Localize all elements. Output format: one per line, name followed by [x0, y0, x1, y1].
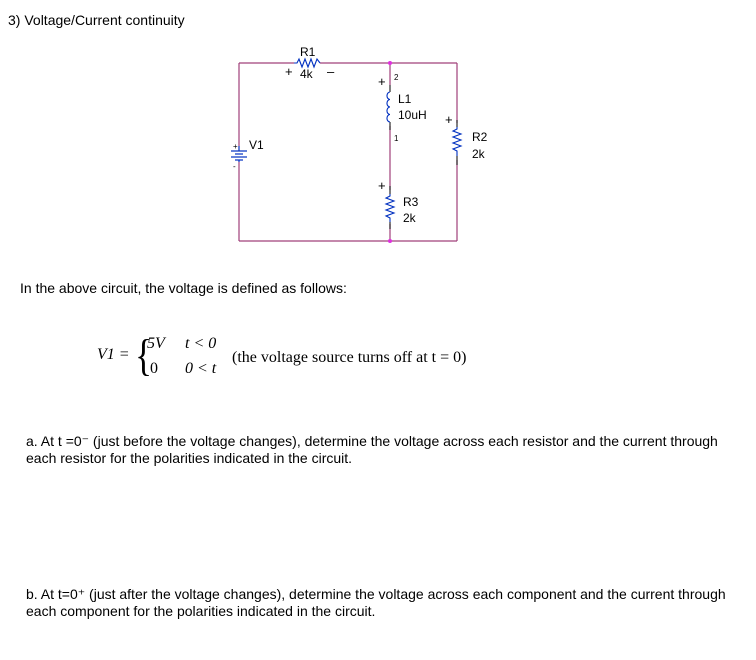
question-a: a. At t =0⁻ (just before the voltage changes), determine the voltage across each resistor and the current through each resistor for the polarities indicated in the circuit.	[26, 433, 718, 466]
equation-case1-value: 5V	[147, 335, 165, 352]
r3-value: 2k	[403, 211, 416, 225]
v1-name: V1	[249, 138, 264, 152]
l1-value: 10uH	[398, 108, 427, 122]
resistor-r3-symbol	[386, 194, 394, 222]
r3-plus: +	[378, 178, 386, 193]
l1-pin-bottom: 1	[394, 134, 399, 143]
equation-note: (the voltage source turns off at t = 0)	[232, 349, 467, 366]
r1-plus: +	[285, 64, 293, 79]
resistor-r2-symbol	[453, 127, 461, 156]
circuit-diagram	[0, 0, 756, 270]
problem-title: 3) Voltage/Current continuity	[8, 12, 185, 28]
r1-minus: –	[327, 64, 335, 79]
l1-pin-top: 2	[394, 73, 399, 82]
question-b: b. At t=0⁺ (just after the voltage changes), determine the voltage across each component and the current through each component for the polarities indicated in the circuit.	[26, 586, 726, 619]
resistor-r1-symbol	[294, 59, 320, 67]
l1-plus: +	[378, 74, 386, 89]
l1-name: L1	[398, 92, 412, 106]
equation-case1-cond: t < 0	[185, 335, 217, 352]
inductor-l1-symbol	[387, 92, 390, 122]
node-bottom-middle	[388, 239, 392, 243]
r1-name: R1	[300, 45, 316, 59]
equation-case2-cond: 0 < t	[185, 360, 217, 377]
r3-name: R3	[403, 195, 419, 209]
equation-lhs: V1 =	[97, 346, 130, 363]
circuit-wires	[239, 63, 457, 241]
node-top-middle	[388, 61, 392, 65]
equation-brace: {	[135, 331, 153, 380]
svg-text:+: +	[233, 142, 238, 151]
equation-case2-value: 0	[150, 360, 158, 377]
intro-text: In the above circuit, the voltage is defined as follows:	[20, 280, 347, 296]
r2-plus: +	[445, 112, 453, 127]
r1-value: 4k	[300, 67, 313, 81]
svg-text:-: -	[233, 162, 236, 171]
r2-name: R2	[472, 130, 488, 144]
r2-value: 2k	[472, 147, 485, 161]
